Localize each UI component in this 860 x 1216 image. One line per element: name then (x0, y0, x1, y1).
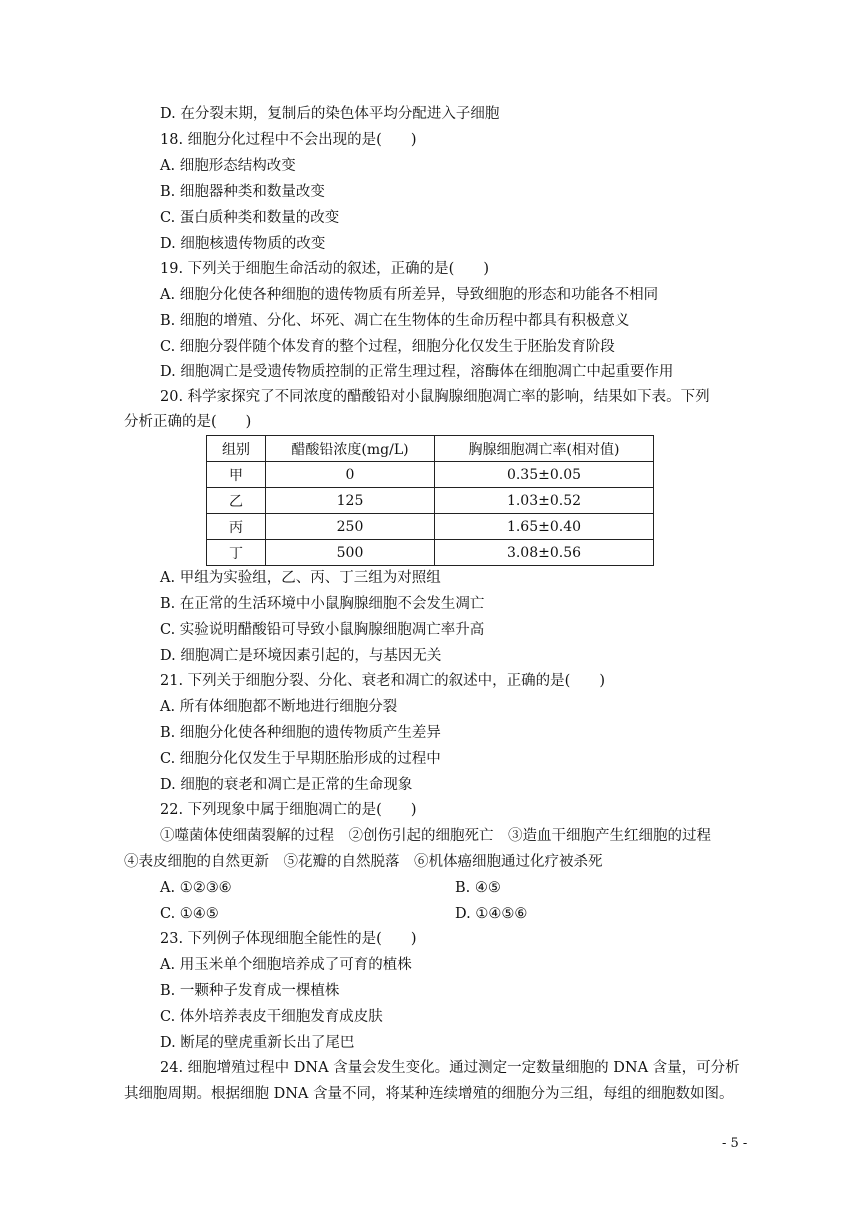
q20-stem-cont: 分析正确的是( ) (124, 414, 252, 430)
q22-items-line2: ④表皮细胞的自然更新 ⑤花瓣的自然脱落 ⑥机体癌细胞通过化疗被杀死 (124, 854, 603, 870)
q20-option-c: C. 实验说明醋酸铅可导致小鼠胸腺细胞凋亡率升高 (160, 622, 485, 638)
table-row (207, 488, 654, 514)
q19-option-d: D. 细胞凋亡是受遗传物质控制的正常生理过程，溶酶体在细胞凋亡中起重要作用 (160, 364, 674, 380)
table-cell: 0.35±0.05 (435, 462, 654, 488)
q20-option-a: A. 甲组为实验组，乙、丙、丁三组为对照组 (160, 570, 441, 586)
q18-option-c: C. 蛋白质种类和数量的改变 (160, 210, 340, 226)
table-header-row (207, 436, 654, 462)
q23-option-a: A. 用玉米单个细胞培养成了可育的植株 (160, 957, 412, 973)
q22-option-c: C. ①④⑤ (160, 906, 219, 922)
q24-stem-cont: 其细胞周期。根据细胞 DNA 含量不同，将某种连续增殖的细胞分为三组，每组的细胞数如图。 (124, 1086, 734, 1102)
table-header: 组别 (207, 436, 266, 462)
q19-stem: 19. 下列关于细胞生命活动的叙述，正确的是( ) (160, 261, 489, 277)
table-cell: 1.65±0.40 (435, 514, 654, 540)
q20-stem: 20. 科学家探究了不同浓度的醋酸铅对小鼠胸腺细胞凋亡率的影响，结果如下表。下列 (160, 389, 710, 405)
page-number: - 5 - (722, 1136, 748, 1151)
q21-stem: 21. 下列关于细胞分裂、分化、衰老和凋亡的叙述中，正确的是( ) (160, 673, 605, 689)
q21-option-d: D. 细胞的衰老和凋亡是正常的生命现象 (160, 777, 413, 793)
table-cell: 丙 (207, 514, 266, 540)
table-cell: 125 (266, 488, 435, 514)
q21-option-c: C. 细胞分化仅发生于早期胚胎形成的过程中 (160, 751, 441, 767)
table-row (207, 462, 654, 488)
table-cell: 0 (266, 462, 435, 488)
q23-option-c: C. 体外培养表皮干细胞发育成皮肤 (160, 1009, 383, 1025)
q21-option-b: B. 细胞分化使各种细胞的遗传物质产生差异 (160, 725, 441, 741)
q22-items-line1: ①噬菌体使细菌裂解的过程 ②创伤引起的细胞死亡 ③造血干细胞产生红细胞的过程 (160, 828, 711, 844)
q18-option-b: B. 细胞器种类和数量改变 (160, 184, 325, 200)
q23-option-d: D. 断尾的壁虎重新长出了尾巴 (160, 1035, 355, 1051)
table-cell: 甲 (207, 462, 266, 488)
q22-stem: 22. 下列现象中属于细胞凋亡的是( ) (160, 802, 417, 818)
table-cell: 500 (266, 540, 435, 566)
q18-option-d: D. 细胞核遗传物质的改变 (160, 236, 326, 252)
q19-option-b: B. 细胞的增殖、分化、坏死、凋亡在生物体的生命历程中都具有积极意义 (160, 313, 630, 329)
q20-option-d: D. 细胞凋亡是环境因素引起的，与基因无关 (160, 648, 442, 664)
table-header: 醋酸铅浓度(mg/L) (266, 436, 435, 462)
q24-stem: 24. 细胞增殖过程中 DNA 含量会发生变化。通过测定一定数量细胞的 DNA 含量，可分析 (160, 1060, 740, 1076)
table-cell: 乙 (207, 488, 266, 514)
table-cell: 3.08±0.56 (435, 540, 654, 566)
table-header: 胸腺细胞凋亡率(相对值) (435, 436, 654, 462)
q19-option-a: A. 细胞分化使各种细胞的遗传物质有所差异，导致细胞的形态和功能各不相同 (160, 287, 659, 303)
q20-option-b: B. 在正常的生活环境中小鼠胸腺细胞不会发生凋亡 (160, 596, 485, 612)
q18-stem: 18. 细胞分化过程中不会出现的是( ) (160, 132, 417, 148)
q22-option-b: B. ④⑤ (455, 880, 501, 896)
q19-option-c: C. 细胞分裂伴随个体发育的整个过程，细胞分化仅发生于胚胎发育阶段 (160, 339, 615, 355)
q18-option-a: A. 细胞形态结构改变 (160, 158, 296, 174)
q17-option-d: D. 在分裂末期，复制后的染色体平均分配进入子细胞 (160, 106, 500, 122)
q22-option-a: A. ①②③⑥ (160, 880, 232, 896)
table-cell: 250 (266, 514, 435, 540)
table-cell: 1.03±0.52 (435, 488, 654, 514)
table-row (207, 514, 654, 540)
data-table (206, 435, 654, 566)
q23-stem: 23. 下列例子体现细胞全能性的是( ) (160, 931, 417, 947)
q22-option-d: D. ①④⑤⑥ (455, 906, 528, 922)
q21-option-a: A. 所有体细胞都不断地进行细胞分裂 (160, 699, 398, 715)
q23-option-b: B. 一颗种子发育成一棵植株 (160, 983, 340, 999)
table-row (207, 540, 654, 566)
table-cell: 丁 (207, 540, 266, 566)
